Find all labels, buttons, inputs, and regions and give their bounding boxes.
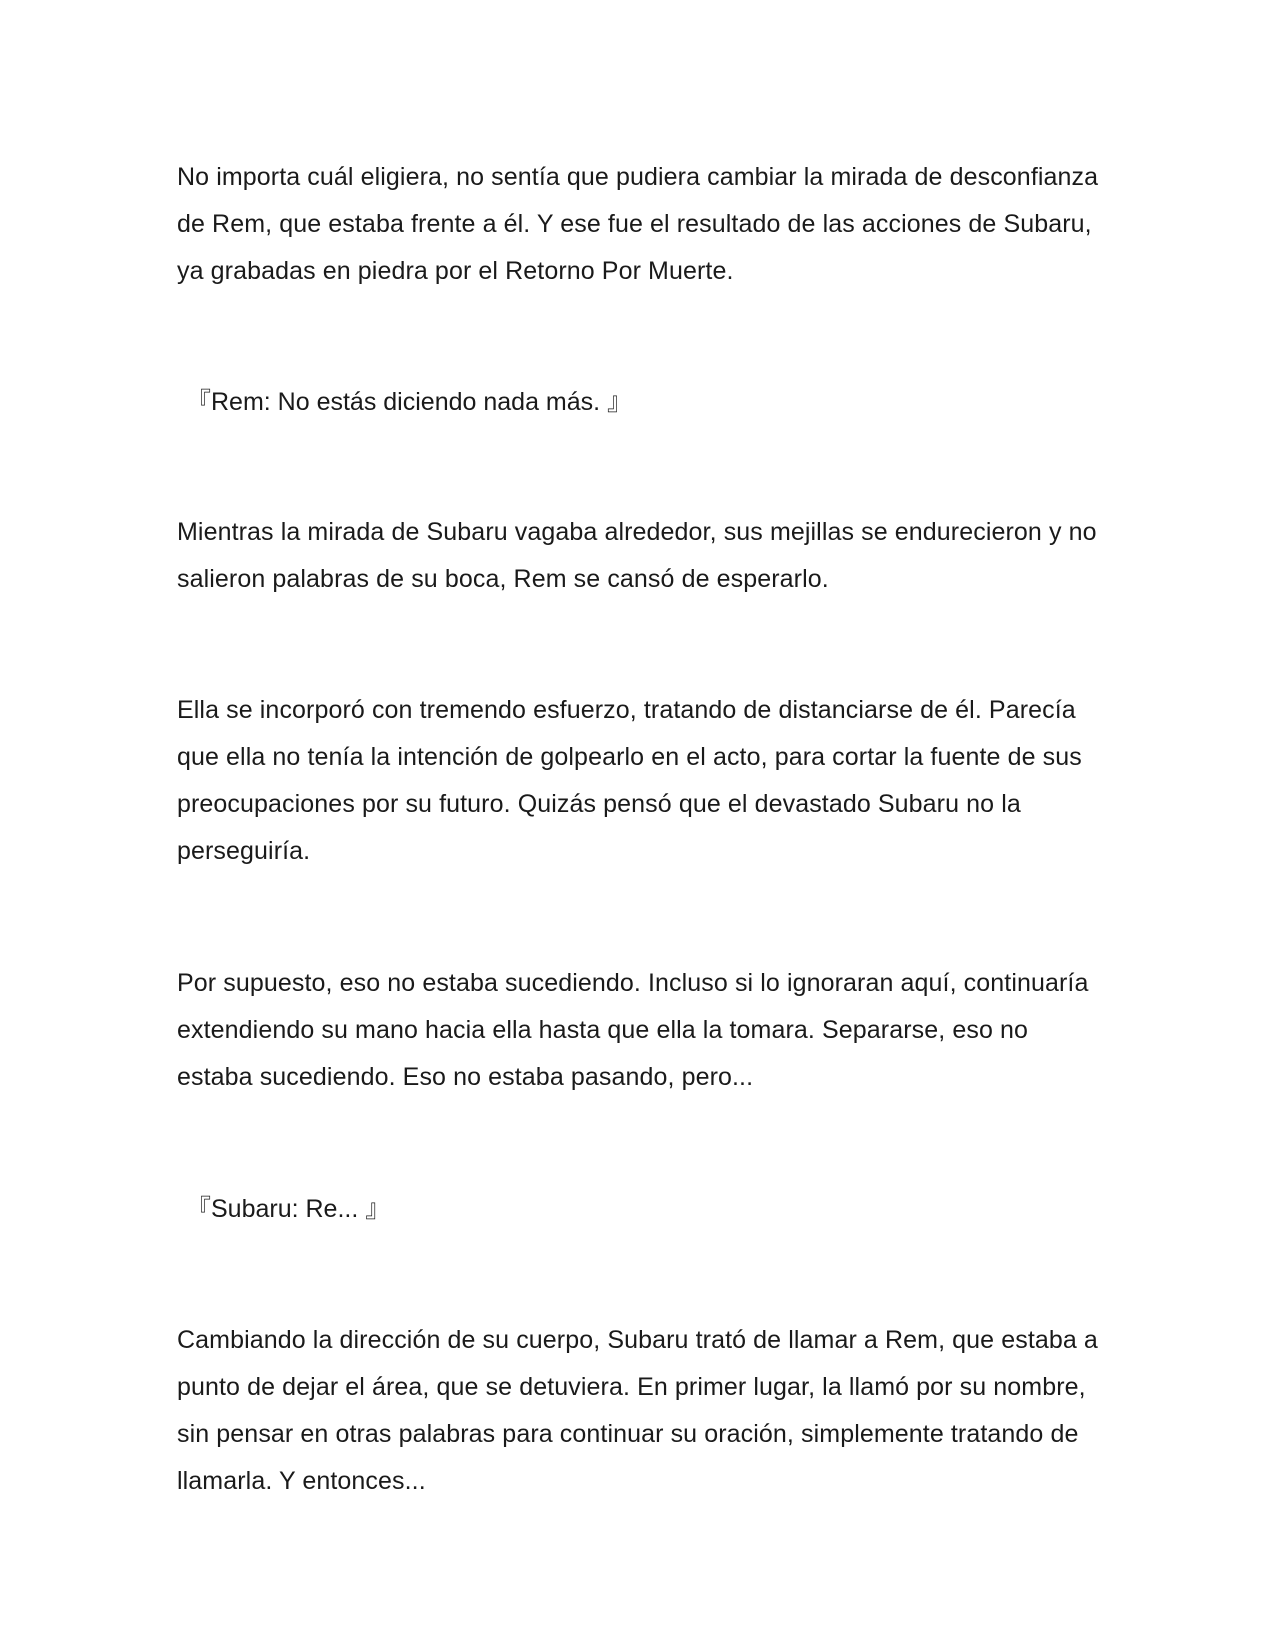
paragraph-4: Por supuesto, eso no estaba sucediendo. Incluso si lo ignoraran aquí, continuaría extendiendo su mano hacia ella hasta que ella la tomara. Separarse, eso no estaba sucediendo. Eso no estaba pasando, pero...: [177, 969, 1089, 1091]
dialogue-subaru: 『Subaru: Re... 』: [186, 1195, 391, 1223]
paragraph-3: Ella se incorporó con tremendo esfuerzo, tratando de distanciarse de él. Parecía que ella no tenía la intención de golpearlo en el acto, para cortar la fuente de sus preocupaciones por su futuro. Quizás pensó que el devastado Subaru no la perseguiría.: [177, 696, 1082, 865]
paragraph-2: Mientras la mirada de Subaru vagaba alrededor, sus mejillas se endurecieron y no salieron palabras de su boca, Rem se cansó de esperarlo.: [177, 518, 1097, 593]
paragraph-1: No importa cuál eligiera, no sentía que pudiera cambiar la mirada de desconfianza de Rem, que estaba frente a él. Y ese fue el resultado de las acciones de Subaru, ya grabadas en piedra por el Retorno Por Muerte.: [177, 163, 1099, 285]
paragraph-5: Cambiando la dirección de su cuerpo, Subaru trató de llamar a Rem, que estaba a punto de dejar el área, que se detuviera. En primer lugar, la llamó por su nombre, sin pensar en otras palabras para continuar su oración, simplemente tratando de llamarla. Y entonces...: [177, 1326, 1098, 1495]
dialogue-rem: 『Rem: No estás diciendo nada más. 』: [186, 388, 633, 416]
